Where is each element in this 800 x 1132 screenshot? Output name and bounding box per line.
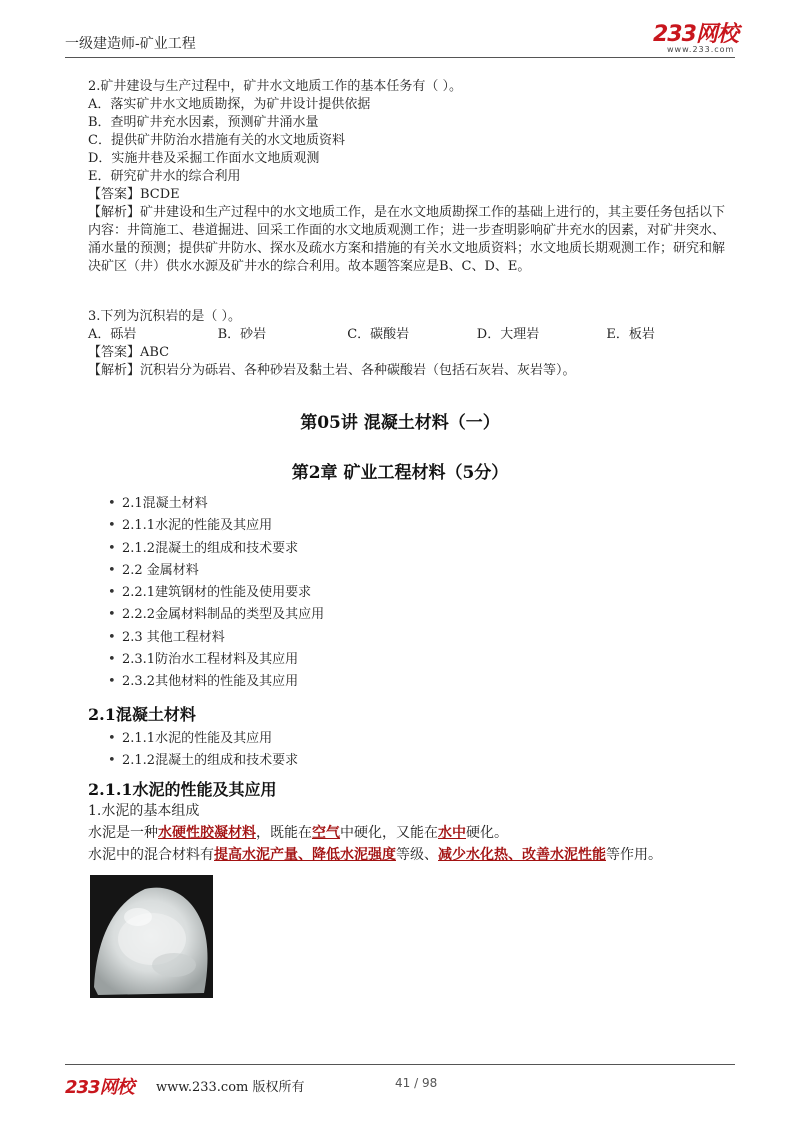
list-item: • 2.2.1建筑钢材的性能及使用要求: [108, 582, 324, 604]
footer-copyright: www.233.com 版权所有: [156, 1080, 305, 1095]
analysis: 【解析】矿井建设和生产过程中的水文地质工作，是在水文地质勘探工作的基础上进行的，其主要任务包括以下内容：井筒施工、巷道掘进、回采工作面的水文地质观测工作；进一步查明影响矿井充水的因素，对矿井突水、涌水量的预测；提供矿井防水、探水及疏水方案和措施的有关水文地质资料；水文地质长期观测工作；研究和解决矿区（井）供水水源及矿井水的综合利用。故本题答案应是B、C、D、E。: [88, 205, 726, 274]
answer: 【答案】ABC: [88, 345, 170, 360]
lecture-title: 第05讲 混凝土材料（一）: [300, 413, 500, 433]
list-item: • 2.3.2其他材料的性能及其应用: [108, 671, 324, 693]
option-e: E．板岩: [606, 327, 655, 342]
chapter-title: 第2章 矿业工程材料（5分）: [291, 463, 509, 483]
option-b: B．砂岩: [217, 327, 267, 342]
list-item: • 2.3.1防治水工程材料及其应用: [108, 649, 324, 671]
list-item: • 2.1.2混凝土的组成和技术要求: [108, 750, 298, 772]
highlight-term: 水中: [438, 825, 466, 841]
list-item: • 2.1混凝土材料: [108, 493, 324, 515]
question-3: [88, 308, 736, 380]
text: 硬化。: [466, 825, 508, 841]
list-item: • 2.1.1水泥的性能及其应用: [108, 515, 324, 537]
header-divider: [65, 57, 735, 58]
option-a: A．砾岩: [88, 327, 137, 342]
option-d: D．实施井巷及采掘工作面水文地质观测: [88, 151, 320, 166]
page-number: 41 / 98: [395, 1076, 438, 1090]
highlight-term: 水硬性胶凝材料: [158, 825, 256, 841]
section-body: [88, 800, 662, 866]
options-row: [88, 326, 736, 344]
question-stem: 3.下列为沉积岩的是（ ）。: [88, 309, 242, 324]
option-b: B．查明矿井充水因素，预测矿井涌水量: [88, 115, 319, 130]
question-2: [88, 78, 736, 276]
subheading: 1.水泥的基本组成: [88, 803, 200, 819]
list-item: • 2.2 金属材料: [108, 560, 324, 582]
list-item: • 2.2.2金属材料制品的类型及其应用: [108, 604, 324, 626]
text: ，既能在: [256, 825, 312, 841]
question-stem: 2.矿井建设与生产过程中，矿井水文地质工作的基本任务有（ ）。: [88, 79, 463, 94]
chapter-outline: [108, 493, 324, 694]
answer: 【答案】BCDE: [88, 187, 180, 202]
paragraph: [88, 822, 662, 844]
cement-powder-icon: [90, 875, 213, 998]
list-item: • 2.1.2混凝土的组成和技术要求: [108, 538, 324, 560]
header-title: 一级建造师-矿业工程: [65, 36, 196, 52]
option-c: C．碳酸岩: [347, 327, 410, 342]
section-outline: [108, 728, 298, 773]
option-d: D．大理岩: [476, 327, 540, 342]
option-a: A．落实矿井水文地质勘探，为矿井设计提供依据: [88, 97, 371, 112]
text: 水泥是一种: [88, 825, 158, 841]
text: 等作用。: [606, 847, 662, 863]
list-item: • 2.1.1水泥的性能及其应用: [108, 728, 298, 750]
paragraph: [88, 844, 662, 866]
text: 中硬化，又能在: [340, 825, 438, 841]
brand-logo: 233网校: [653, 22, 738, 47]
highlight-term: 提高水泥产量、降低水泥强度: [214, 847, 396, 863]
list-item: • 2.3 其他工程材料: [108, 627, 324, 649]
highlight-term: 减少水化热、改善水泥性能: [438, 847, 606, 863]
text: 水泥中的混合材料有: [88, 847, 214, 863]
subsection-title: 2.1.1水泥的性能及其应用: [88, 780, 277, 799]
analysis: 【解析】沉积岩分为砾岩、各种砂岩及黏土岩、各种碳酸岩（包括石灰岩、灰岩等）。: [88, 363, 576, 378]
option-e: E．研究矿井水的综合利用: [88, 169, 241, 184]
option-c: C．提供矿井防治水措施有关的水文地质资料: [88, 133, 345, 148]
section-title: 2.1混凝土材料: [88, 705, 196, 724]
footer-logo: 233网校: [65, 1077, 134, 1098]
text: 等级、: [396, 847, 438, 863]
cement-powder-image: [90, 875, 213, 998]
footer-divider: [65, 1064, 735, 1065]
highlight-term: 空气: [312, 825, 340, 841]
brand-logo-url: www.233.com: [667, 45, 735, 54]
